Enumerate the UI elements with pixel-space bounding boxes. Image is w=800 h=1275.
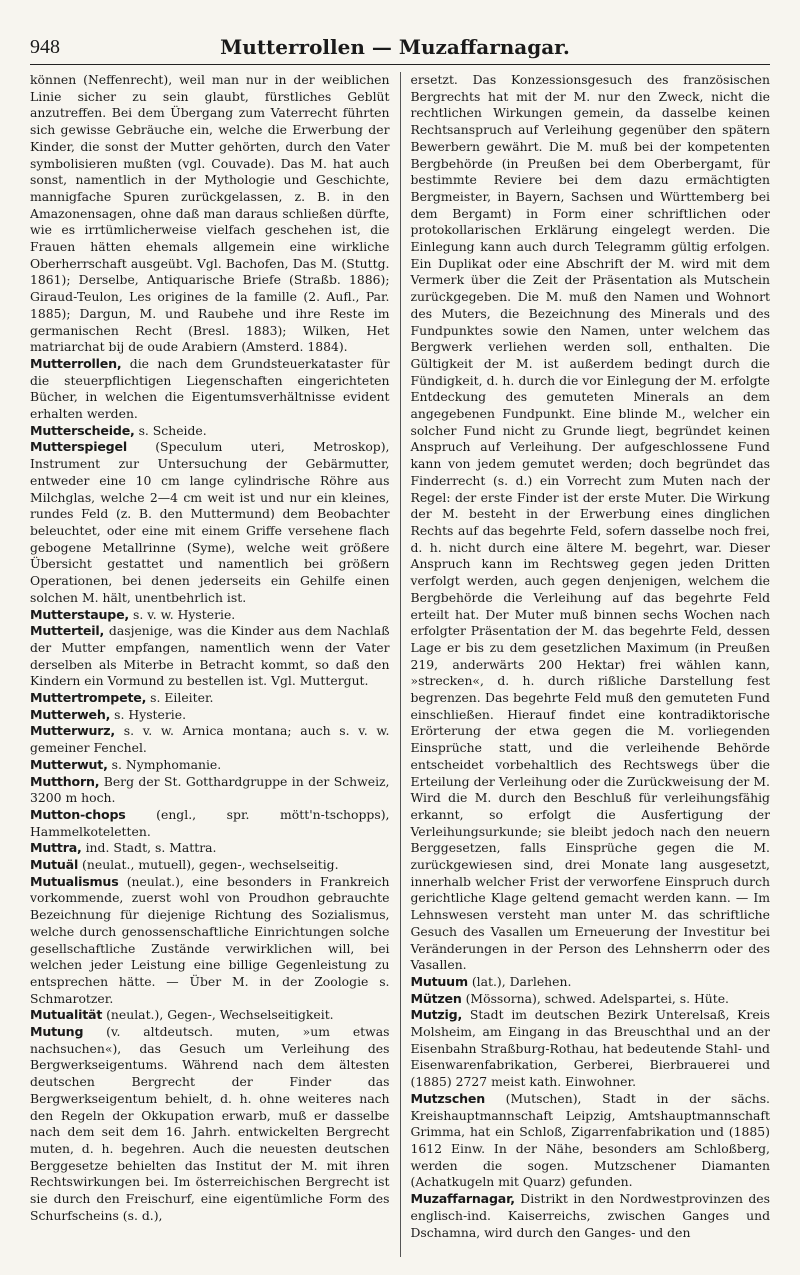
entry-text: Stadt im deutschen Bezirk Unterelsaß, Kreis Molsheim, am Eingang in das Breuschthal und an der Eisenbahn Straßburg-Rothau, hat bedeutende Stahl- und Eisenwarenfabrikation, Gerberei, Bierbrauerei und (1885) 2727 meist kath. Einwohner. <box>410 1007 770 1090</box>
dictionary-entry <box>30 707 390 724</box>
entry-headword: Mutung <box>30 1024 84 1040</box>
entry-text: die nach dem Grundsteuerkataster für die steuerpflichtigen Liegenschaften eingerichteten Bücher, in welchen die Eigentumsverhältnisse evident erhalten werden. <box>30 355 390 422</box>
entry-headword: Mutzschen <box>410 1090 485 1106</box>
dictionary-entry <box>30 623 390 690</box>
dictionary-entry <box>30 857 390 874</box>
entry-headword: Mutterwut, <box>30 756 108 772</box>
dictionary-entry <box>411 991 771 1008</box>
dictionary-entry <box>30 840 390 857</box>
entry-text: (lat.), Darlehen. <box>467 973 572 989</box>
dictionary-entry <box>30 356 390 423</box>
dictionary-entry <box>411 974 771 991</box>
dictionary-entry <box>30 423 390 440</box>
entry-text: (Speculum uteri, Metroskop), Instrument zur Untersuchung der Gebärmutter, entweder eine 10 cm lange cylindrische Röhre aus Milchglas, welche 2—4 cm weit ist und nur ein kleines, rundes Feld (z. B. den Muttermund) dem Beobachter beleuchtet, oder eine mit einem Griffe versehene flach gebogene Metallrinne (Syme), welche weit größere Übersicht gestattet und namentlich bei größern Operationen, bei denen jederseits ein Gehilfe einen solchen M. hält, unentbehrlich ist. <box>30 439 390 605</box>
page-number: 948 <box>30 35 60 58</box>
entry-headword: Mutterrollen, <box>30 355 122 371</box>
entry-text: (Mössorna), schwed. Adelspartei, s. Hüte. <box>461 990 729 1006</box>
dictionary-entry <box>30 607 390 624</box>
entry-text: (neulat.), Gegen-, Wechselseitigkeit. <box>102 1007 334 1023</box>
entry-text: Berg der St. Gotthardgruppe in der Schweiz, 3200 m hoch. <box>30 773 390 806</box>
entry-text: s. v. w. Arnica montana; auch s. v. w. gemeiner Fenchel. <box>30 723 390 756</box>
dictionary-entry <box>30 757 390 774</box>
dictionary-entry <box>30 72 390 356</box>
entry-text: (Mutschen), Stadt in der sächs. Kreishauptmannschaft Leipzig, Amtshauptmannschaft Grimma, hat ein Schloß, Zigarrenfabrikation und (1885) 1612 Einw. In der Nähe, besonders am Schloßberg, werden die sogen. Mutzschener Diamanten (Achatkugeln mit Quarz) gefunden. <box>410 1090 770 1190</box>
entry-headword: Mutterscheide, <box>30 422 135 438</box>
entry-headword: Mutterwurz, <box>30 723 116 739</box>
entry-headword: Mutuäl <box>30 857 79 873</box>
dictionary-entry <box>30 690 390 707</box>
entry-text: ersetzt. Das Konzessionsgesuch des französischen Bergrechts hat mit der M. nur den Zweck, nicht die rechtlichen Wirkungen gemein, da dasselbe keinen Rechtsanspruch auf Verleihung gegenüber den spätern Bewerbern gewährt. Die M. muß bei der kompetenten Bergbehörde (in Preußen bei dem Oberbergamt, für bestimmte Reviere bei dem dazu ermächtigten Bergmeister, in Bayern, Sachsen und Württemberg bei dem Bergamt) in Form einer schriftlichen oder protokollarischen Erklärung eingelegt werden. Die Einlegung kann auch durch Telegramm gültig erfolgen. Ein Duplikat oder eine Abschrift der M. wird mit dem Vermerk über die Zeit der Präsentation als Mutschein zurückgegeben. Die M. muß den Namen und Wohnort des Muters, die Bezeichnung des Minerals und des Fundpunktes sowie den Namen, unter welchem das Bergwerk verliehen werden soll, enthalten. Die Gültigkeit der M. ist außerdem bedingt durch die Fündigkeit, d. h. durch die vor Einlegung der M. erfolgte Entdeckung des gemuteten Minerals an dem angegebenen Fundpunkt. Eine blinde M., welcher ein solcher Fund nicht zu Grunde liegt, begründet keinen Anspruch auf Verleihung. Der aufgeschlossene Fund kann von jedem gemutet werden; doch begründet das Finderrecht (s. d.) ein Vorrecht zum Muten nach der Regel: der erste Finder ist der erste Muter. Die Wirkung der M. besteht in der Erwerbung eines dinglichen Rechts auf das begehrte Feld, sofern dasselbe noch frei, d. h. nicht durch eine ältere M. begehrt, war. Dieser Anspruch kann im Rechtsweg gegen jeden Dritten verfolgt werden, auch gegen denjenigen, welchem die Bergbehörde die Verleihung auf das begehrte Feld erteilt hat. Der Muter muß binnen sechs Wochen nach erfolgter Präsentation der M. das begehrte Feld, dessen Lage er bis zu dem gesetzlichen Maximum (in Preußen 219, anderwärts 200 Hektar) frei wählen kann, »strecken«, d. h. durch rißliche Darstellung fest begrenzen. Das begehrte Feld muß den gemuteten Fund einschließen. Hierauf findet eine kontradiktorische Erörterung der etwa gegen die M. vorliegenden Einsprüche statt, und die verleihende Behörde entscheidet vorbehaltlich des Rechtswegs über die Erteilung der Verleihung oder die Zurückweisung der M. Wird die M. durch den Beschluß für verleihungsfähig erkannt, so erfolgt die Ausfertigung der Verleihungsurkunde; sie bleibt jedoch nach den neuern Berggesetzen, falls Einsprüche gegen die M. zurückgewiesen sind, drei Monate lang ausgesetzt, innerhalb welcher Frist der verworfene Einspruch durch gerichtliche Klage geltend gemacht werden kann. — Im Lehnswesen versteht man unter M. das schriftliche Gesuch des Vasallen um Erneuerung der Investitur bei Veränderungen in der Person des Lehnsherrn oder des Vasallen. <box>410 72 770 973</box>
dictionary-entry <box>30 1024 390 1224</box>
dictionary-entry <box>411 72 771 974</box>
running-head: Mutterrollen — Muzaffarnagar. <box>220 35 570 59</box>
dictionary-entry <box>30 723 390 756</box>
entry-headword: Muttertrompete, <box>30 690 147 706</box>
entry-headword: Mutterspiegel <box>30 439 127 455</box>
entry-text: (engl., spr. mött'n-tschopps), Hammelkoteletten. <box>30 806 390 839</box>
entry-text: (neulat.), eine besonders in Frankreich vorkommende, zuerst wohl von Proudhon gebrauchte Bezeichnung für diejenige Richtung des Sozialismus, welche durch genossenschaftliche Einrichtungen solche gesellschaftliche Zustände verwirklichen will, bei welchen jeder Leistung eine billige Gegenleistung zu entsprechen hätte. — Über M. in der Zoologie s. Schmarotzer. <box>30 873 390 1006</box>
entry-text: ind. Stadt, s. Mattra. <box>81 840 217 856</box>
entry-text: s. Hysterie. <box>110 706 187 722</box>
entry-headword: Muzaffarnagar, <box>410 1191 515 1207</box>
entry-text: (neulat., mutuell), gegen-, wechselseitig. <box>78 857 339 873</box>
dictionary-entry <box>30 774 390 807</box>
entry-headword: Mutualität <box>30 1007 103 1023</box>
entry-headword: Mutualismus <box>30 873 119 889</box>
page-header <box>30 30 770 65</box>
entry-text: s. Nymphomanie. <box>107 756 222 772</box>
entry-headword: Mutton-chops <box>30 806 126 822</box>
right-column <box>400 72 771 1257</box>
dictionary-entry <box>30 874 390 1008</box>
entry-headword: Mutzig, <box>410 1007 463 1023</box>
entry-text: können (Neffenrecht), weil man nur in der weiblichen Linie sicher zu sein glaubt, fürstliches Geblüt anzutreffen. Bei dem Übergang zum Vaterrecht führten sich gewisse Gebräuche ein, welche die Erwerbung der Kinder, die sonst der Mutter gehörten, durch den Vater symbolisieren mußten (vgl. Couvade). Das M. hat auch sonst, namentlich in der Mythologie und Geschichte, mannigfache Spuren zurückgelassen, z. B. in den Amazonensagen, ohne daß man daraus schließen dürfte, wie es irrtümlicherweise vielfach geschehen ist, die Frauen hätten ehemals allgemein eine wirkliche Oberherrschaft ausgeübt. Vgl. Bachofen, Das M. (Stuttg. 1861); Derselbe, Antiquarische Briefe (Straßb. 1886); Giraud-Teulon, Les origines de la famille (2. Aufl., Par. 1885); Dargun, M. und Raubehe und ihre Reste im germanischen Recht (Bresl. 1883); Wilken, Het matriarchat bij de oude Arabiern (Amsterd. 1884). <box>30 72 390 355</box>
text-columns <box>30 72 770 1257</box>
dictionary-entry <box>30 439 390 606</box>
entry-headword: Mützen <box>410 990 462 1006</box>
entry-headword: Mutthorn, <box>30 773 100 789</box>
entry-text: dasjenige, was die Kinder aus dem Nachlaß der Mutter empfangen, namentlich wenn der Vater derselben als Miterbe in Betracht kommt, so daß den Kindern ein Vormund zu bestellen ist. Vgl. Muttergut. <box>30 623 390 689</box>
entry-text: (v. altdeutsch. muten, »um etwas nachsuchen«), das Gesuch um Verleihung des Bergwerkseigentums. Während nach dem ältesten deutschen Bergrecht der Finder das Bergwerkseigentum behielt, d. h. ohne weiteres nach den Regeln der Okkupation erwarb, muß er dasselbe nach dem seit dem 16. Jahrh. entwickelten Bergrecht muten, d. h. begehren. Auch die neuesten deutschen Berggesetze behielten das Institut der M. mit ihren Rechtswirkungen bei. Im österreichischen Bergrecht ist sie durch den Freischurf, eine eigentümliche Form des Schurfscheins (s. d.), <box>30 1024 390 1223</box>
entry-headword: Muttra, <box>30 840 82 856</box>
entry-headword: Mutterstaupe, <box>30 606 130 622</box>
entry-headword: Mutterweh, <box>30 706 111 722</box>
entry-text: s. v. w. Hysterie. <box>129 606 236 622</box>
entry-text: s. Eileiter. <box>146 690 214 706</box>
entry-text: Distrikt in den Nordwestprovinzen des englisch-ind. Kaiserreichs, zwischen Ganges und Dschamna, wird durch den Ganges- und den <box>410 1191 770 1240</box>
left-column <box>30 72 400 1257</box>
dictionary-entry <box>30 807 390 840</box>
entry-text: s. Scheide. <box>134 422 207 438</box>
entry-headword: Mutuum <box>410 973 468 989</box>
dictionary-entry <box>411 1007 771 1091</box>
dictionary-entry <box>30 1007 390 1024</box>
entry-headword: Mutterteil, <box>30 623 105 639</box>
dictionary-entry <box>411 1191 771 1241</box>
dictionary-entry <box>411 1091 771 1191</box>
